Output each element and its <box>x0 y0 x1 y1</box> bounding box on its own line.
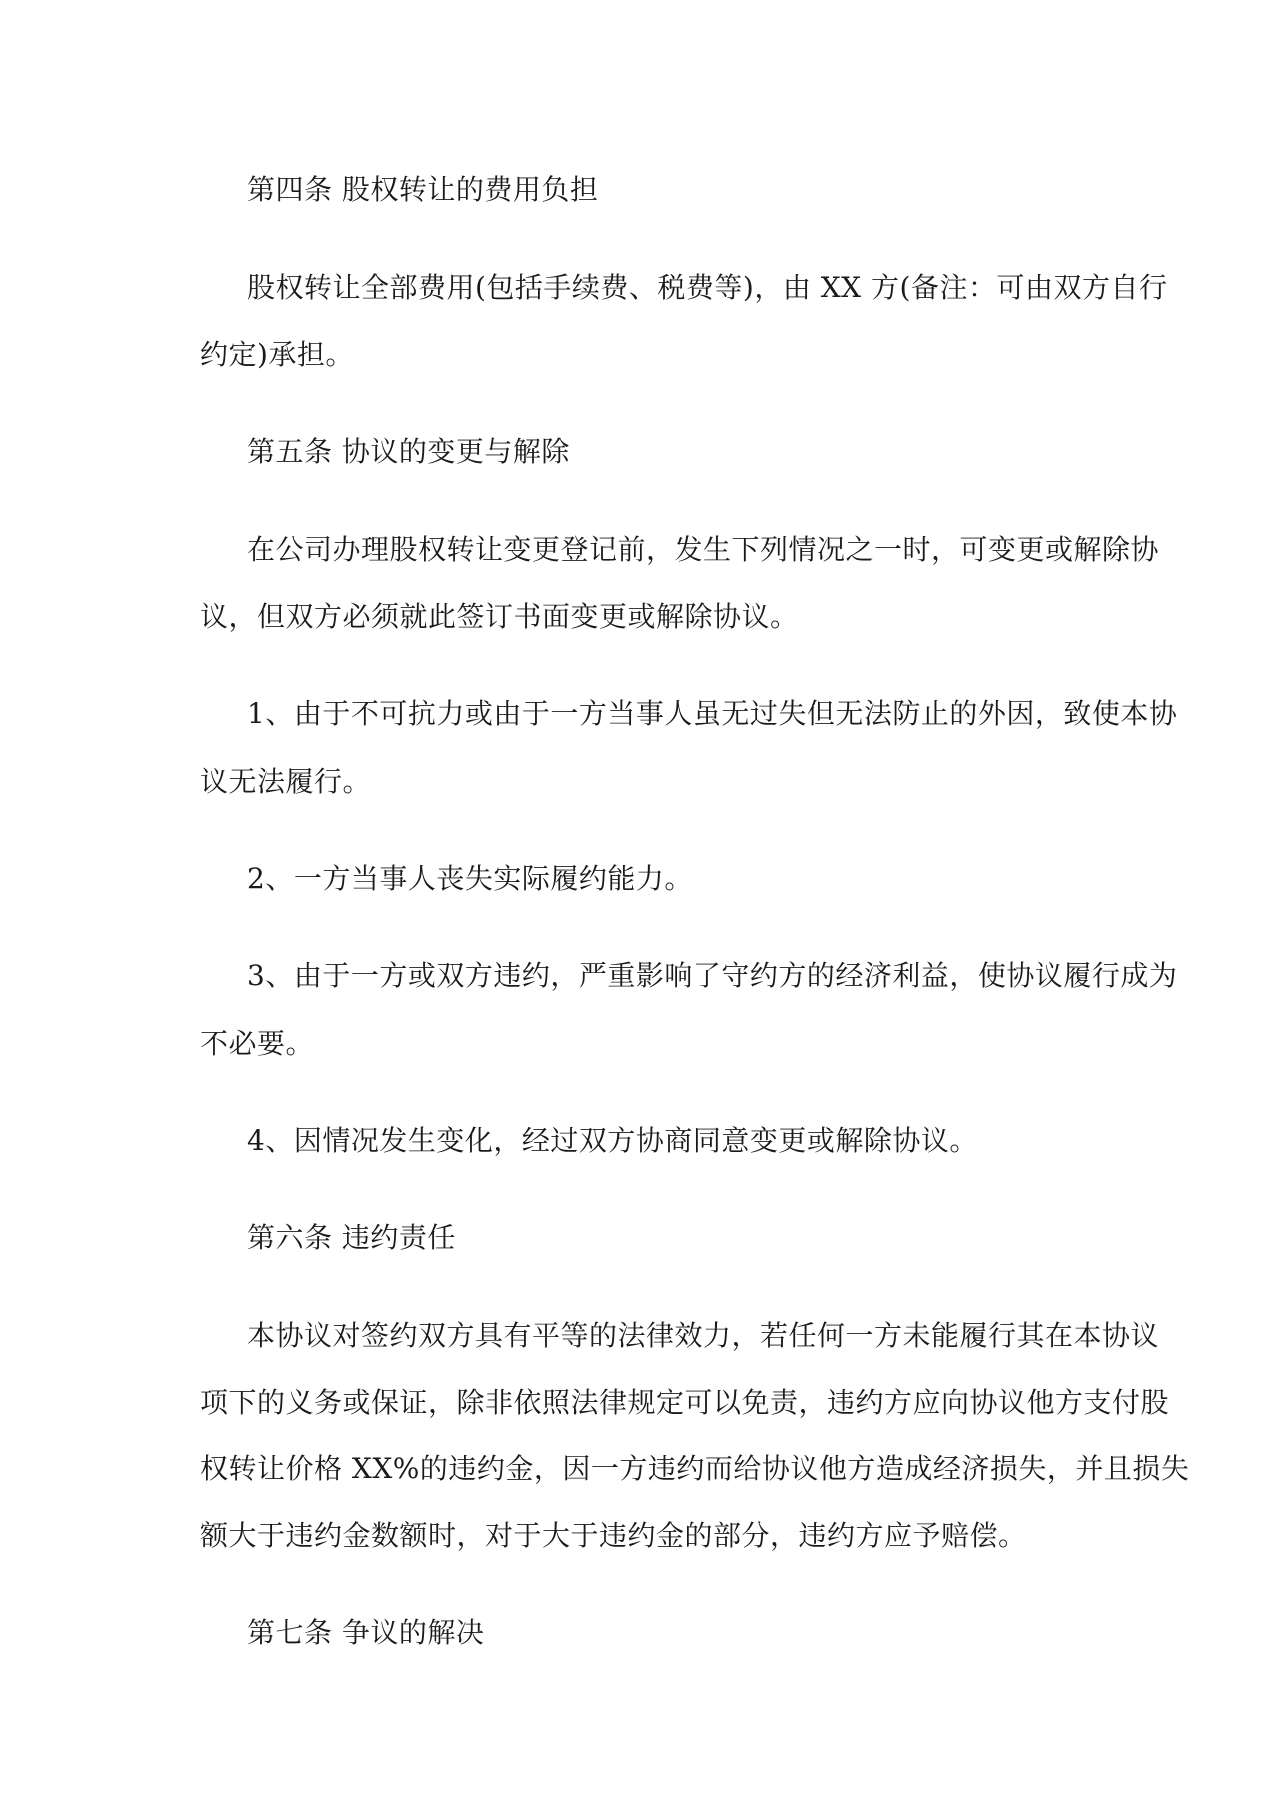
article6-body-line-4: 额大于违约金数额时，对于大于违约金的部分，违约方应予赔偿。 <box>200 1519 1027 1552</box>
article6-body-line-1: 本协议对签约双方具有平等的法律效力，若任何一方未能履行其在本协议 <box>247 1319 1160 1352</box>
item2-line-1: 2、一方当事人丧失实际履约能力。 <box>247 862 693 895</box>
article4-heading: 第四条 股权转让的费用负担 <box>247 173 599 206</box>
article5-intro-line-2: 议，但双方必须就此签订书面变更或解除协议。 <box>200 600 799 633</box>
item1-line-1: 1、由于不可抗力或由于一方当事人虽无过失但无法防止的外因，致使本协 <box>247 697 1178 730</box>
item3-line-1: 3、由于一方或双方违约，严重影响了守约方的经济利益，使协议履行成为 <box>247 959 1178 992</box>
article4-body-line-2: 约定)承担。 <box>200 338 354 371</box>
article6-heading: 第六条 违约责任 <box>247 1221 456 1254</box>
article5-heading: 第五条 协议的变更与解除 <box>247 435 570 468</box>
article5-intro-line-1: 在公司办理股权转让变更登记前，发生下列情况之一时，可变更或解除协 <box>247 533 1160 566</box>
item1-line-2: 议无法履行。 <box>200 765 372 798</box>
item3-line-2: 不必要。 <box>200 1027 315 1060</box>
item4-line-1: 4、因情况发生变化，经过双方协商同意变更或解除协议。 <box>247 1124 978 1157</box>
article7-heading: 第七条 争议的解决 <box>247 1616 485 1649</box>
article6-body-line-2: 项下的义务或保证，除非依照法律规定可以免责，违约方应向协议他方支付股 <box>200 1386 1170 1419</box>
article4-body-line-1: 股权转让全部费用(包括手续费、税费等)，由 XX 方(备注：可由双方自行 <box>247 271 1168 304</box>
article6-body-line-3: 权转让价格 XX%的违约金，因一方违约而给协议他方造成经济损失，并且损失 <box>200 1452 1190 1485</box>
